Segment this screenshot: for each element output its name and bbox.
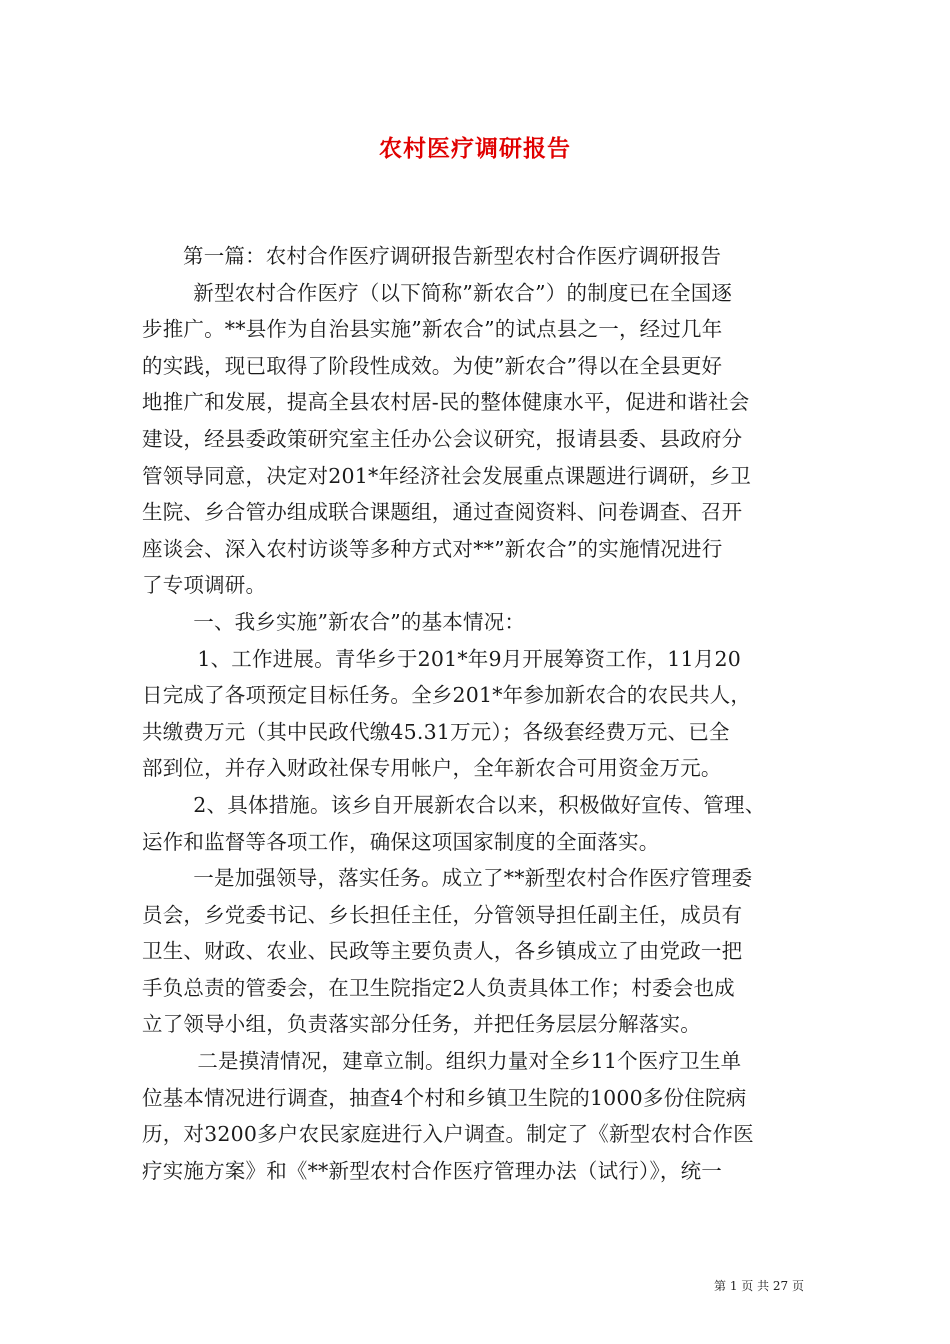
body-line: 座谈会、深入农村访谈等多种方式对**”新农合”的实施情况进行 <box>142 536 723 561</box>
body-line: 一、我乡实施”新农合”的基本情况： <box>193 609 526 634</box>
body-line: 员会，乡党委书记、乡长担任主任，分管领导担任副主任，成员有 <box>142 902 743 927</box>
body-line: 2、具体措施。该乡自开展新农合以来，积极做好宣传、管理、 <box>193 792 766 817</box>
document-body <box>142 238 810 1189</box>
body-line: 的实践，现已取得了阶段性成效。为使”新农合”得以在全县更好 <box>142 353 723 378</box>
body-line: 手负总责的管委会，在卫生院指定2人负责具体工作；村委会也成 <box>142 975 735 1000</box>
body-line: 二是摸清情况，建章立制。组织力量对全乡11个医疗卫生单 <box>197 1049 742 1074</box>
body-line: 卫生、财政、农业、民政等主要负责人，各乡镇成立了由党政一把 <box>142 939 743 964</box>
body-line: 生院、乡合管办组成联合课题组，通过查阅资料、问卷调查、召开 <box>142 500 743 525</box>
body-line: 日完成了各项预定目标任务。全乡201*年参加新农合的农民共人， <box>142 683 752 708</box>
body-line: 管领导同意，决定对201*年经济社会发展重点课题进行调研，乡卫 <box>142 463 752 488</box>
body-line: 运作和监督等各项工作，确保这项国家制度的全面落实。 <box>142 829 660 854</box>
body-line: 步推广。**县作为自治县实施”新农合”的试点县之一，经过几年 <box>142 317 723 342</box>
body-line: 一是加强领导，落实任务。成立了**新型农村合作医疗管理委 <box>193 866 753 891</box>
body-line: 地推广和发展，提高全县农村居-民的整体健康水平，促进和谐社会 <box>142 390 750 415</box>
body-line: 1、工作进展。青华乡于201*年9月开展筹资工作，11月20 <box>197 646 741 671</box>
body-line: 第一篇：农村合作医疗调研报告新型农村合作医疗调研报告 <box>183 244 722 268</box>
body-line: 共缴费万元（其中民政代缴45.31万元）；各级套经费万元、已全 <box>142 719 730 744</box>
body-line: 建设，经县委政策研究室主任办公会议研究，报请县委、县政府分 <box>142 426 743 451</box>
body-line: 疗实施方案》和《**新型农村合作医疗管理办法（试行）》，统一 <box>142 1158 722 1183</box>
body-line: 立了领导小组，负责落实部分任务，并把任务层层分解落实。 <box>142 1012 701 1037</box>
document-title: 农村医疗调研报告 <box>379 135 571 162</box>
body-line: 历，对3200多户农民家庭进行入户调查。制定了《新型农村合作医 <box>142 1122 754 1147</box>
page-footer: 第 1 页 共 27 页 <box>714 1279 804 1293</box>
body-line: 了专项调研。 <box>142 573 267 598</box>
body-line: 位基本情况进行调查，抽查4个村和乡镇卫生院的1000多份住院病 <box>142 1085 747 1110</box>
body-line: 新型农村合作医疗（以下简称”新农合”）的制度已在全国逐 <box>193 280 733 305</box>
body-line: 部到位，并存入财政社保专用帐户，全年新农合可用资金万元。 <box>142 756 722 781</box>
